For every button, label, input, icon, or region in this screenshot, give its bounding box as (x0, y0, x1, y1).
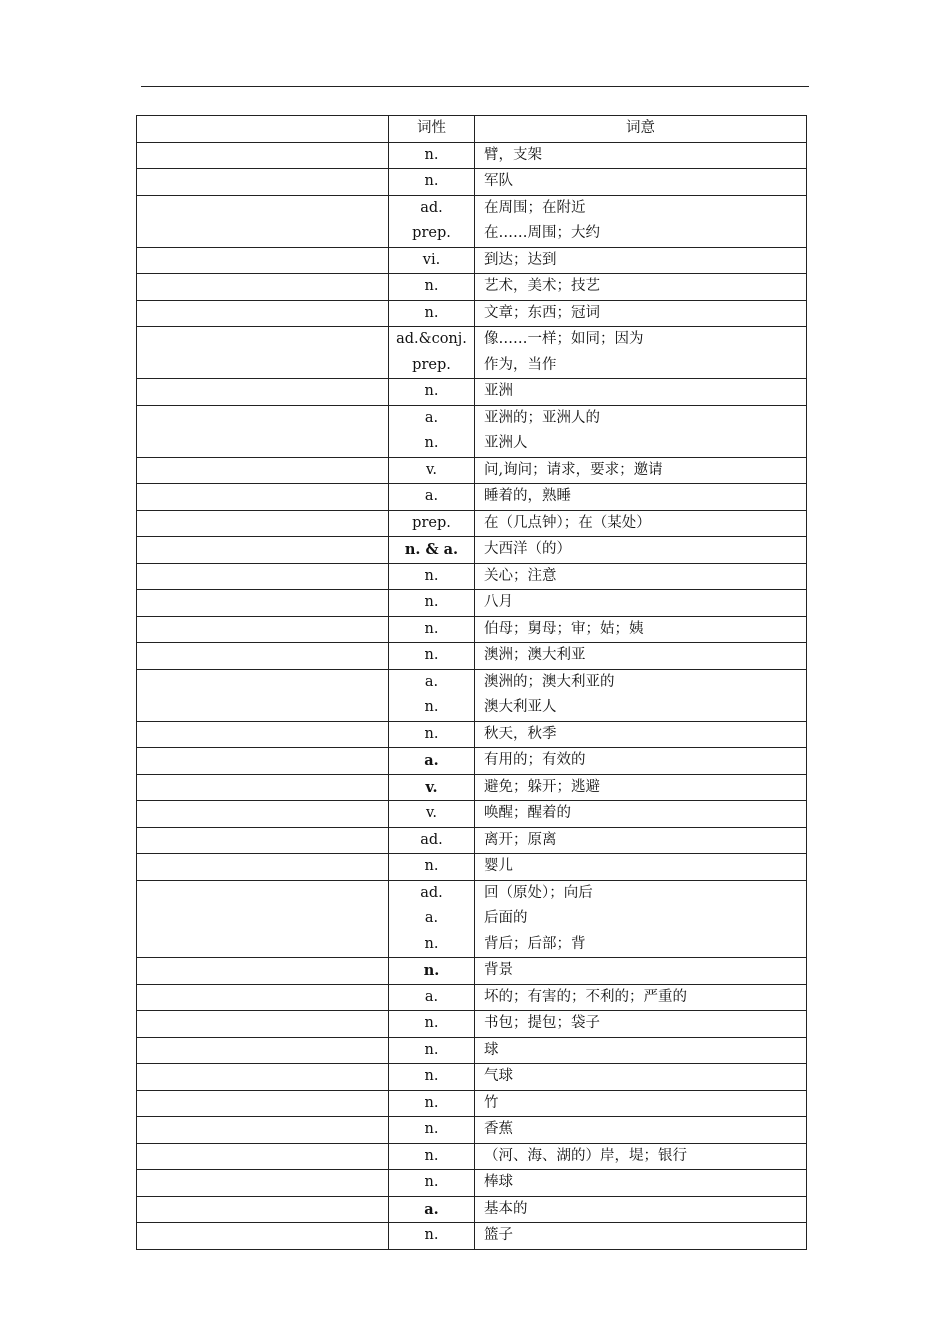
table-row (137, 827, 807, 854)
table-row (137, 1064, 807, 1091)
meaning-text: 后面的 (484, 910, 528, 926)
word-cell (137, 484, 389, 511)
word-cell (137, 616, 389, 643)
meaning-cell (475, 457, 807, 484)
meaning-cell (475, 484, 807, 511)
meaning-text: 亚洲 (484, 383, 513, 399)
table-row (137, 169, 807, 196)
part-of-speech: n. (424, 1041, 439, 1058)
meaning-cell (475, 616, 807, 643)
table-row (137, 1037, 807, 1064)
table-row (137, 801, 807, 828)
pos-cell (389, 195, 475, 247)
part-of-speech: n. (424, 1015, 439, 1031)
pos-cell (389, 1196, 475, 1223)
part-of-speech: ad.&conj. (396, 331, 467, 347)
part-of-speech: a. (424, 673, 439, 690)
meaning-text: 到达；达到 (484, 251, 557, 268)
meaning-text: 问,询问；请求，要求；邀请 (484, 461, 663, 478)
pos-cell (389, 247, 475, 274)
table-row (137, 643, 807, 670)
word-cell (137, 984, 389, 1011)
meaning-cell (475, 748, 807, 775)
meaning-cell (475, 774, 807, 801)
meaning-text: 基本的 (484, 1200, 528, 1217)
part-of-speech: a. (424, 988, 439, 1005)
meaning-text: 书包；提包；袋子 (484, 1015, 600, 1031)
meaning-cell (475, 1037, 807, 1064)
meaning-header: 词意 (626, 120, 655, 136)
pos-cell (389, 590, 475, 617)
part-of-speech: n. (424, 594, 439, 610)
meaning-text: 澳洲的；澳大利亚的 (484, 673, 615, 690)
word-cell (137, 457, 389, 484)
meaning-cell (475, 801, 807, 828)
meaning-text: 作为，当作 (484, 356, 557, 373)
meaning-cell (475, 247, 807, 274)
meaning-text: 关心；注意 (484, 567, 557, 584)
meaning-text: 唤醒；醒着的 (484, 805, 571, 821)
table-row (137, 669, 807, 721)
part-of-speech: prep. (412, 356, 451, 373)
meaning-text: 避免；躲开；逃避 (484, 778, 600, 795)
word-cell (137, 537, 389, 564)
pos-cell (389, 484, 475, 511)
table-row (137, 616, 807, 643)
pos-cell (389, 1011, 475, 1038)
part-of-speech: n. (424, 699, 439, 715)
pos-cell (389, 405, 475, 457)
word-cell (137, 958, 389, 985)
part-of-speech: n. (424, 567, 439, 584)
part-of-speech: a. (424, 488, 439, 504)
meaning-header-cell (475, 116, 807, 143)
table-row (137, 880, 807, 958)
word-cell (137, 169, 389, 196)
table-row (137, 379, 807, 406)
word-cell (137, 880, 389, 958)
meaning-text: 背后；后部；背 (484, 935, 586, 952)
word-cell (137, 1170, 389, 1197)
pos-cell (389, 563, 475, 590)
table-row (137, 327, 807, 379)
meaning-text: 在……周围；大约 (484, 225, 600, 241)
word-cell (137, 405, 389, 457)
pos-cell (389, 379, 475, 406)
table-row (137, 774, 807, 801)
part-of-speech: n. (424, 1147, 439, 1164)
part-of-speech: n. (424, 304, 439, 321)
meaning-cell (475, 379, 807, 406)
meaning-cell (475, 590, 807, 617)
meaning-text: 像……一样；如同；因为 (484, 331, 644, 347)
meaning-text: 背景 (484, 962, 513, 978)
meaning-text: 离开；原离 (484, 831, 557, 848)
meaning-cell (475, 1117, 807, 1144)
pos-cell (389, 510, 475, 537)
table-row (137, 537, 807, 564)
vocabulary-table (136, 115, 807, 1250)
header-rule (141, 86, 809, 87)
table-row (137, 1170, 807, 1197)
table-row (137, 457, 807, 484)
pos-cell (389, 1143, 475, 1170)
part-of-speech: prep. (412, 225, 451, 241)
pos-cell (389, 616, 475, 643)
part-of-speech: a. (424, 409, 439, 426)
table-row (137, 510, 807, 537)
meaning-cell (475, 1170, 807, 1197)
part-of-speech: a. (424, 1200, 439, 1218)
table-row (137, 300, 807, 327)
meaning-text: 澳大利亚人 (484, 699, 557, 715)
meaning-text: 坏的；有害的；不利的；严重的 (484, 988, 687, 1005)
meaning-text: 棒球 (484, 1174, 513, 1190)
table-row (137, 854, 807, 881)
part-of-speech: vi. (422, 251, 441, 268)
meaning-text: 军队 (484, 173, 513, 189)
word-cell (137, 510, 389, 537)
part-of-speech: ad. (420, 884, 443, 901)
pos-header: 词性 (417, 120, 446, 136)
meaning-text: 八月 (484, 594, 513, 610)
table-row (137, 984, 807, 1011)
word-cell (137, 1117, 389, 1144)
part-of-speech: n. (424, 1094, 439, 1111)
part-of-speech: n. (424, 1121, 439, 1137)
word-cell (137, 1011, 389, 1038)
part-of-speech: n. & a. (404, 541, 459, 558)
meaning-text: 伯母；舅母；审；姑；姨 (484, 620, 644, 637)
pos-cell (389, 669, 475, 721)
part-of-speech: n. (424, 278, 439, 294)
word-cell (137, 1090, 389, 1117)
meaning-text: 球 (484, 1041, 499, 1058)
meaning-cell (475, 643, 807, 670)
word-cell (137, 247, 389, 274)
table-header-row (137, 116, 807, 143)
meaning-text: 臂，支架 (484, 146, 542, 163)
part-of-speech: n. (424, 173, 439, 189)
word-cell (137, 142, 389, 169)
meaning-cell (475, 142, 807, 169)
word-cell (137, 1143, 389, 1170)
table-row (137, 247, 807, 274)
meaning-text: 亚洲的；亚洲人的 (484, 409, 600, 426)
part-of-speech: v. (425, 778, 438, 796)
meaning-cell (475, 510, 807, 537)
pos-cell (389, 984, 475, 1011)
table-row (137, 721, 807, 748)
meaning-text: 在周围；在附近 (484, 199, 586, 216)
table-row (137, 484, 807, 511)
meaning-cell (475, 327, 807, 379)
meaning-cell (475, 563, 807, 590)
part-of-speech: n. (424, 1227, 439, 1243)
meaning-cell (475, 1064, 807, 1091)
pos-cell (389, 801, 475, 828)
part-of-speech: n. (424, 620, 439, 637)
pos-cell (389, 1170, 475, 1197)
meaning-text: （河、海、湖的）岸，堤；银行 (484, 1147, 687, 1164)
table-row (137, 563, 807, 590)
word-cell (137, 774, 389, 801)
part-of-speech: prep. (412, 514, 451, 531)
meaning-cell (475, 880, 807, 958)
word-cell (137, 1064, 389, 1091)
table-row (137, 748, 807, 775)
word-header-cell (137, 116, 389, 143)
table-row (137, 1011, 807, 1038)
meaning-cell (475, 669, 807, 721)
meaning-text: 婴儿 (484, 858, 513, 874)
part-of-speech: n. (424, 146, 439, 163)
word-cell (137, 274, 389, 301)
word-cell (137, 195, 389, 247)
word-cell (137, 1223, 389, 1250)
word-cell (137, 379, 389, 406)
meaning-text: 有用的；有效的 (484, 752, 586, 768)
table-row (137, 1090, 807, 1117)
word-cell (137, 327, 389, 379)
pos-cell (389, 748, 475, 775)
table-row (137, 1196, 807, 1223)
meaning-cell (475, 1196, 807, 1223)
part-of-speech: n. (424, 383, 439, 399)
table-row (137, 405, 807, 457)
meaning-text: 睡着的，熟睡 (484, 488, 571, 504)
pos-cell (389, 537, 475, 564)
pos-cell (389, 827, 475, 854)
word-cell (137, 563, 389, 590)
pos-cell (389, 300, 475, 327)
part-of-speech: a. (424, 910, 439, 926)
meaning-text: 在（几点钟）；在（某处） (484, 514, 651, 531)
part-of-speech: ad. (420, 199, 443, 216)
word-cell (137, 1037, 389, 1064)
pos-cell (389, 274, 475, 301)
part-of-speech: n. (424, 858, 439, 874)
part-of-speech: v. (425, 805, 438, 821)
table-row (137, 958, 807, 985)
pos-cell (389, 854, 475, 881)
word-cell (137, 590, 389, 617)
table-row (137, 590, 807, 617)
pos-cell (389, 958, 475, 985)
pos-cell (389, 880, 475, 958)
part-of-speech: n. (424, 1068, 439, 1084)
meaning-cell (475, 169, 807, 196)
table-row (137, 195, 807, 247)
meaning-cell (475, 1011, 807, 1038)
table-row (137, 1117, 807, 1144)
meaning-text: 亚洲人 (484, 435, 528, 451)
meaning-text: 文章；东西；冠词 (484, 304, 600, 321)
word-cell (137, 827, 389, 854)
word-cell (137, 801, 389, 828)
meaning-cell (475, 274, 807, 301)
pos-cell (389, 721, 475, 748)
meaning-text: 秋天，秋季 (484, 725, 557, 742)
part-of-speech: n. (424, 725, 439, 742)
word-cell (137, 300, 389, 327)
meaning-cell (475, 537, 807, 564)
meaning-text: 竹 (484, 1094, 499, 1111)
pos-cell (389, 774, 475, 801)
meaning-text: 回（原处）；向后 (484, 884, 593, 901)
part-of-speech: ad. (420, 831, 443, 848)
pos-cell (389, 1037, 475, 1064)
word-cell (137, 669, 389, 721)
pos-cell (389, 327, 475, 379)
meaning-cell (475, 721, 807, 748)
meaning-cell (475, 1223, 807, 1250)
meaning-cell (475, 854, 807, 881)
word-cell (137, 643, 389, 670)
meaning-text: 香蕉 (484, 1121, 513, 1137)
part-of-speech: v. (425, 461, 438, 478)
word-cell (137, 748, 389, 775)
pos-cell (389, 1117, 475, 1144)
pos-header-cell (389, 116, 475, 143)
meaning-text: 篮子 (484, 1227, 513, 1243)
meaning-cell (475, 195, 807, 247)
meaning-cell (475, 958, 807, 985)
meaning-cell (475, 405, 807, 457)
meaning-cell (475, 300, 807, 327)
meaning-cell (475, 827, 807, 854)
part-of-speech: n. (424, 435, 439, 451)
table-row (137, 1143, 807, 1170)
part-of-speech: n. (424, 647, 439, 663)
meaning-text: 气球 (484, 1068, 513, 1084)
meaning-text: 艺术，美术；技艺 (484, 278, 600, 294)
meaning-text: 大西洋（的） (484, 541, 571, 557)
word-cell (137, 854, 389, 881)
word-cell (137, 721, 389, 748)
pos-cell (389, 457, 475, 484)
pos-cell (389, 169, 475, 196)
part-of-speech: n. (423, 962, 440, 979)
pos-cell (389, 142, 475, 169)
table-row (137, 1223, 807, 1250)
part-of-speech: n. (424, 935, 439, 952)
pos-cell (389, 1223, 475, 1250)
meaning-cell (475, 1143, 807, 1170)
pos-cell (389, 643, 475, 670)
part-of-speech: a. (424, 752, 439, 769)
meaning-text: 澳洲；澳大利亚 (484, 647, 586, 663)
table-row (137, 274, 807, 301)
word-cell (137, 1196, 389, 1223)
meaning-cell (475, 984, 807, 1011)
pos-cell (389, 1064, 475, 1091)
part-of-speech: n. (424, 1174, 439, 1190)
meaning-cell (475, 1090, 807, 1117)
table-row (137, 142, 807, 169)
pos-cell (389, 1090, 475, 1117)
